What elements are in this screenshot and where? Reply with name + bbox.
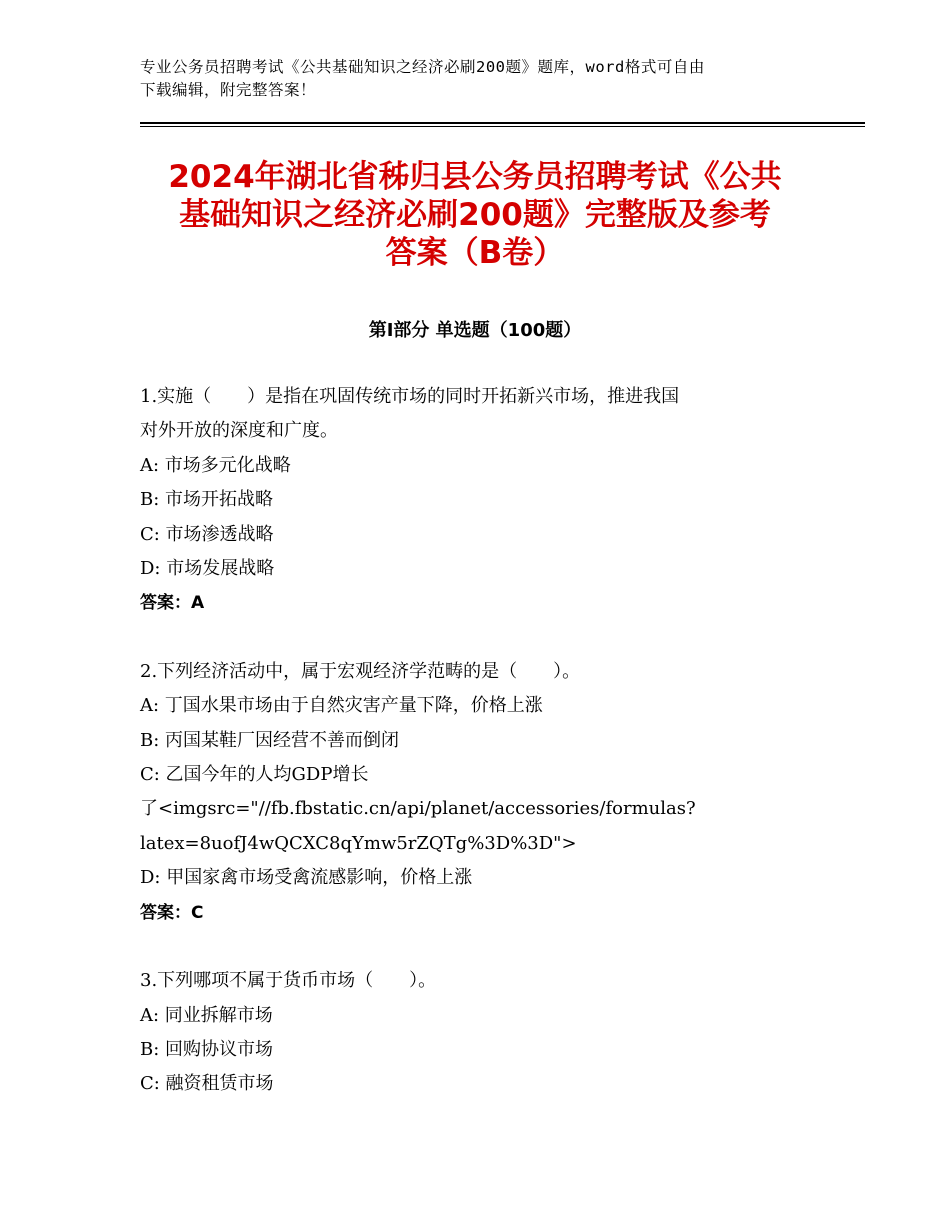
option-b: B: 市场开拓战略 (140, 489, 274, 511)
question-2 (140, 655, 820, 930)
title-line-1: 2024年湖北省秭归县公务员招聘考试《公共 (168, 159, 782, 195)
question-3 (140, 964, 820, 1102)
question-stem-continued: 对外开放的深度和广度。 (140, 420, 338, 442)
title-line-2: 基础知识之经济必刷200题》完整版及参考 (179, 197, 771, 233)
question-list (140, 380, 820, 1136)
notice-line-2: 下载编辑，附完整答案！ (140, 81, 317, 99)
header-divider-thick (140, 122, 865, 124)
option-a: A: 市场多元化战略 (140, 454, 291, 476)
option-c: C: 融资租赁市场 (140, 1073, 274, 1095)
option-c-continued: latex=8uofJ4wQCXC8qYmw5rZQTg%3D%3D"> (140, 832, 577, 854)
document-title (120, 158, 830, 272)
question-stem: 1.实施（ ）是指在巩固传统市场的同时开拓新兴市场，推进我国 (140, 386, 680, 407)
option-b: B: 回购协议市场 (140, 1038, 274, 1060)
question-1 (140, 380, 820, 621)
option-c: C: 市场渗透战略 (140, 523, 274, 545)
option-a: A: 同业拆解市场 (140, 1004, 273, 1026)
option-c-continued: 了<imgsrc="//fb.fbstatic.cn/api/planet/accessories/formulas? (140, 798, 696, 820)
option-d: D: 市场发展战略 (140, 558, 275, 580)
option-c: C: 乙国今年的人均GDP增长 (140, 764, 369, 786)
option-a: A: 丁国水果市场由于自然灾害产量下降，价格上涨 (140, 695, 543, 717)
answer-key: 答案：C (140, 902, 204, 923)
notice-line-1: 专业公务员招聘考试《公共基础知识之经济必刷200题》题库，word格式可自由 (140, 58, 705, 76)
title-line-3: 答案（B卷） (385, 235, 565, 271)
header-divider-thin (140, 126, 865, 127)
question-stem: 3.下列哪项不属于货币市场（ ）。 (140, 970, 437, 992)
question-stem: 2.下列经济活动中，属于宏观经济学范畴的是（ ）。 (140, 660, 581, 682)
download-notice (140, 56, 820, 102)
section-heading: 第Ⅰ部分 单选题（100题） (368, 320, 582, 341)
option-b: B: 丙国某鞋厂因经营不善而倒闭 (140, 729, 400, 751)
answer-key: 答案：A (140, 593, 205, 614)
option-d: D: 甲国家禽市场受禽流感影响，价格上涨 (140, 867, 473, 889)
